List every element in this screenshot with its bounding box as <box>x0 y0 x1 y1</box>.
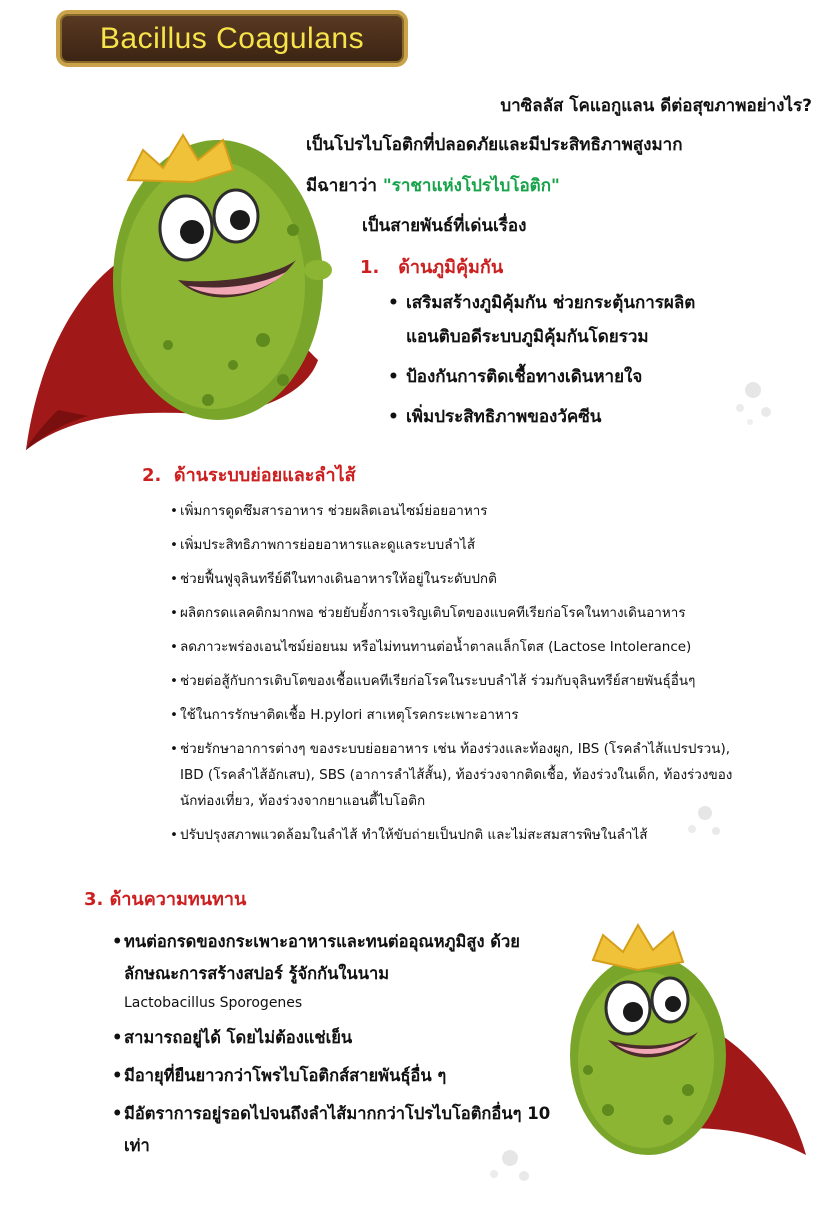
list-item: • เพิ่มการดูดซึมสารอาหาร ช่วยผลิตเอนไซม์ย่อยอาหาร <box>170 498 790 524</box>
list-item: • ทนต่อกรดของกระเพาะอาหารและทนต่ออุณหภูมิสูง ด้วยลักษณะการสร้างสปอร์ รู้จักกันในนาม Lactobacillus Sporogenes <box>112 926 552 1016</box>
list-item: • ใช้ในการรักษาติดเชื้อ H.pylori สาเหตุโรคกระเพาะอาหาร <box>170 702 790 728</box>
section3-list <box>112 926 552 1168</box>
section1-heading <box>360 252 503 281</box>
nickname-highlight: "ราชาแห่งโปรไบโอติก" <box>382 176 560 196</box>
section3-heading: 3. ด้านความทนทาน <box>84 889 247 910</box>
section1-list <box>388 286 695 434</box>
list-item: • ช่วยฟื้นฟูจุลินทรีย์ดีในทางเดินอาหารให้อยู่ในระดับปกติ <box>170 566 790 592</box>
list-item: • สามารถอยู่ได้ โดยไม่ต้องแช่เย็น <box>112 1022 552 1054</box>
list-item: • มีอัตราการอยู่รอดไปจนถึงลำไส้มากกว่าโปรไบโอติกอื่นๆ 10 เท่า <box>112 1098 552 1162</box>
list-item: • เพิ่มประสิทธิภาพการย่อยอาหารและดูแลระบบลำไส้ <box>170 532 790 558</box>
list-item: • ปรับปรุงสภาพแวดล้อมในลำไส้ ทำให้ขับถ่ายเป็นปกติ และไม่สะสมสารพิษในลำไส้ <box>170 822 790 848</box>
list-item: • ลดภาวะพร่องเอนไซม์ย่อยนม หรือไม่ทนทานต่อน้ำตาลแล็กโตส (Lactose Intolerance) <box>170 634 790 660</box>
section2-title: ด้านระบบย่อยและลำไส้ <box>173 465 356 486</box>
list-item: • ช่วยรักษาอาการต่างๆ ของระบบย่อยอาหาร เช่น ท้องร่วงและท้องผูก, IBS (โรคลำไส้แปรปรวน), IBD (โรคลำไส้อักเสบ), SBS (อาการลำไส้สั้น), ท้องร่วงจากติดเชื้อ, ท้องร่วงในเด็ก, ท้องร่วงของนักท่องเที่ยว, ท้องร่วงจากยาแอนตี้ไบโอติก <box>170 736 740 814</box>
sparkle-bubbles <box>480 1140 540 1190</box>
sparkle-bubbles <box>728 370 778 430</box>
section2-heading <box>142 460 356 489</box>
title-badge <box>56 10 408 67</box>
crown-icon <box>593 925 683 970</box>
sparkle-bubbles <box>680 795 730 845</box>
intro-line1: เป็นโปรไบโอติกที่ปลอดภัยและมีประสิทธิภาพสูงมาก <box>306 135 683 155</box>
list-item: แอนติบอดีระบบภูมิคุ้มกันโดยรวม <box>406 327 649 347</box>
list-item-subtext: Lactobacillus Sporogenes <box>124 995 303 1011</box>
intro-question: บาซิลลัส โคแอกูแลน ดีต่อสุขภาพอย่างไร? <box>500 96 812 116</box>
list-item: • ป้องกันการติดเชื้อทางเดินหายใจ <box>388 367 643 387</box>
list-item: • ช่วยต่อสู้กับการเติบโตของเชื้อแบคทีเรียก่อโรคในระบบลำไส้ ร่วมกับจุลินทรีย์สายพันธุ์อื่นๆ <box>170 668 790 694</box>
list-item: • มีอายุที่ยืนยาวกว่าโพรไบโอติกส์สายพันธุ์อื่น ๆ <box>112 1060 552 1092</box>
section1-number: 1. <box>360 257 380 278</box>
list-item: • ผลิตกรดแลคติกมากพอ ช่วยยับยั้งการเจริญเติบโตของแบคทีเรียก่อโรคในทางเดินอาหาร <box>170 600 790 626</box>
intro-line2-prefix: มีฉายาว่า <box>306 176 383 196</box>
page-title: Bacillus Coagulans <box>99 21 365 55</box>
mascot-probiotic-hero-small <box>548 920 810 1165</box>
section2-number: 2. <box>142 465 162 486</box>
section1-title: ด้านภูมิคุ้มกัน <box>398 257 504 278</box>
mascot-probiotic-hero <box>18 110 338 455</box>
intro-line2 <box>306 172 560 199</box>
list-item: • เสริมสร้างภูมิคุ้มกัน ช่วยกระตุ้นการผลิต <box>388 293 696 313</box>
list-item: • เพิ่มประสิทธิภาพของวัคซีน <box>388 407 602 427</box>
intro-line3: เป็นสายพันธ์ที่เด่นเรื่อง <box>362 216 527 236</box>
